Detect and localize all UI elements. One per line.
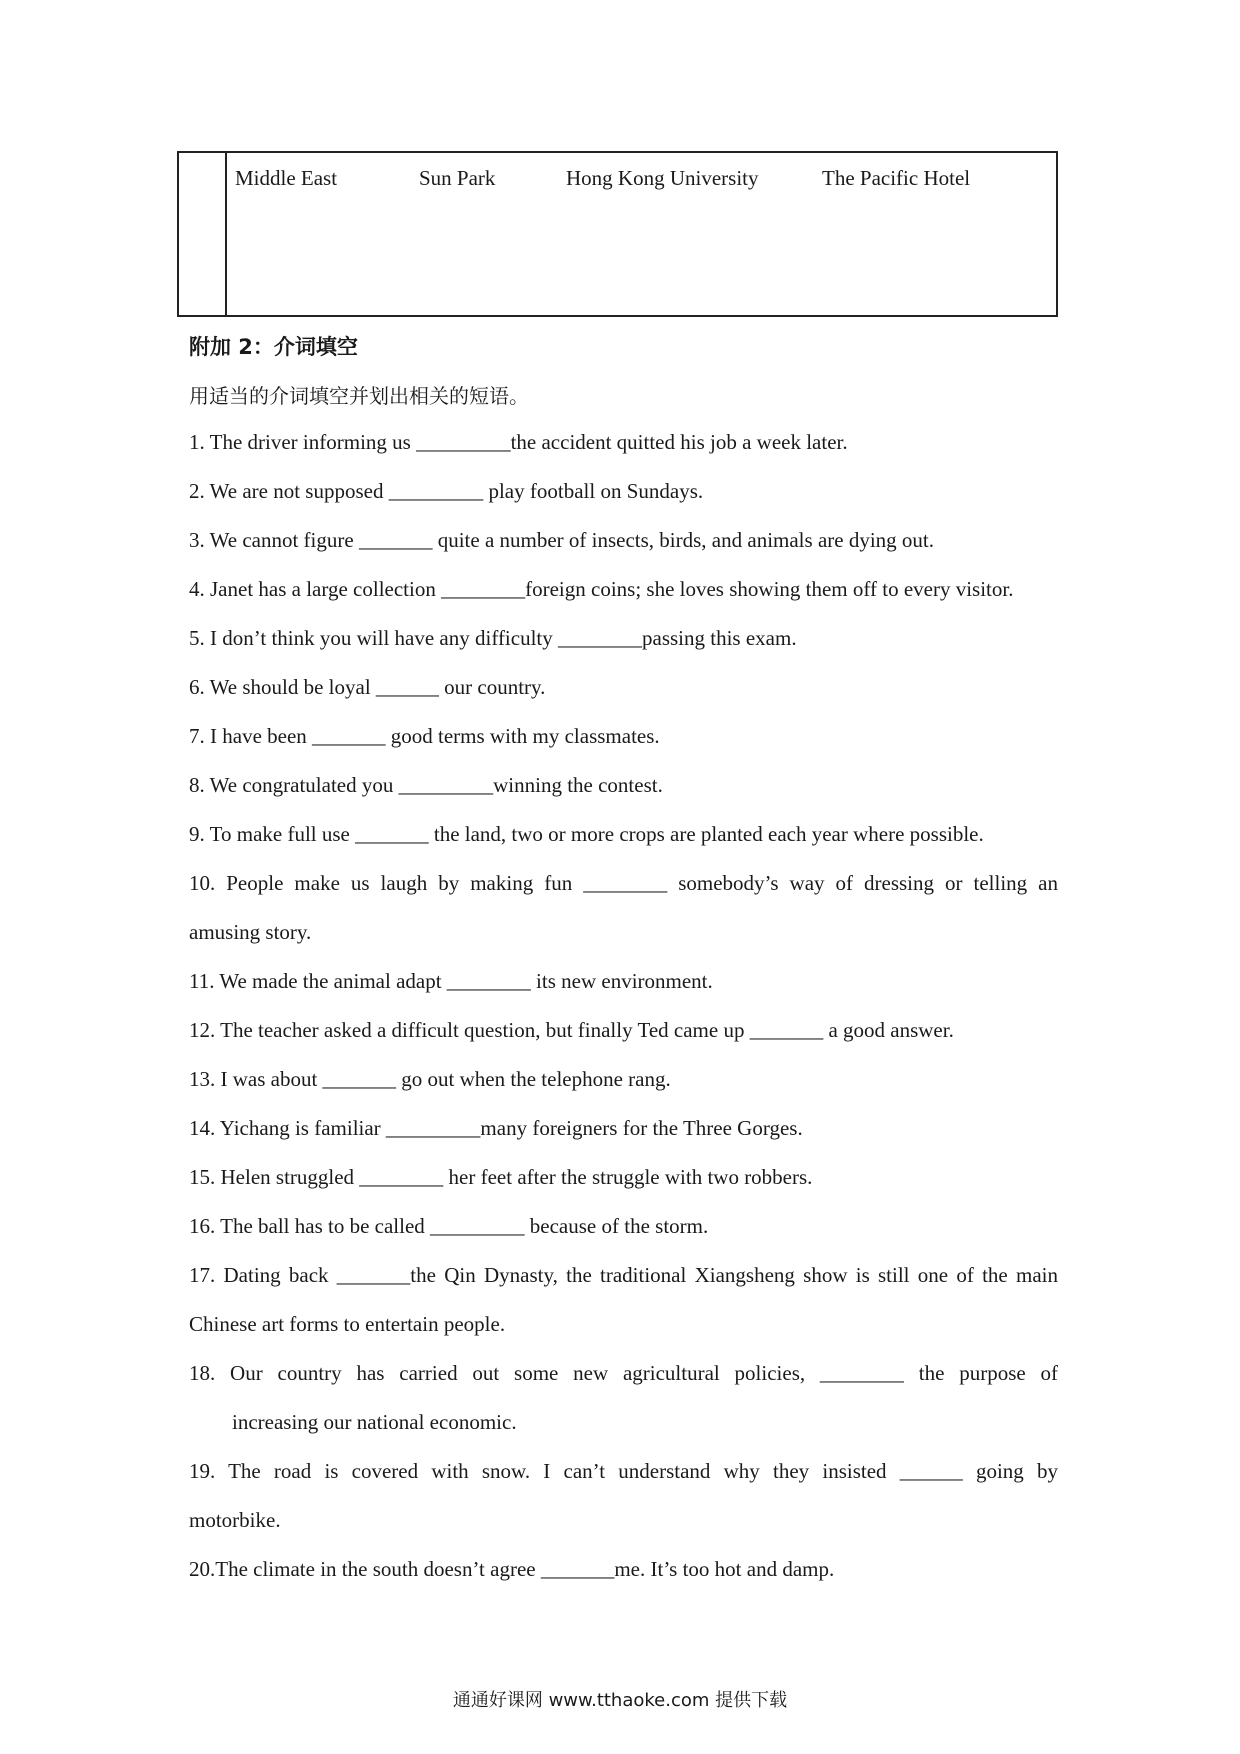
- question-13: 13. I was about _______ go out when the telephone rang.: [189, 1067, 671, 1091]
- question-10: 10. People make us laugh by making fun ________ somebody’s way of dressing or telling an: [189, 871, 1058, 895]
- question-5: 5. I don’t think you will have any difficulty ________passing this exam.: [189, 626, 797, 650]
- question-9: 9. To make full use _______ the land, two or more crops are planted each year where possible.: [189, 822, 984, 846]
- question-18-cont: increasing our national economic.: [232, 1410, 517, 1434]
- place-hong-kong-university: Hong Kong University: [566, 166, 759, 190]
- question-17: 17. Dating back _______the Qin Dynasty, the traditional Xiangsheng show is still one of the main: [189, 1263, 1058, 1287]
- places-table: [177, 151, 1058, 317]
- question-12: 12. The teacher asked a difficult question, but finally Ted came up _______ a good answer.: [189, 1018, 954, 1042]
- question-8: 8. We congratulated you _________winning the contest.: [189, 773, 663, 797]
- question-14: 14. Yichang is familiar _________many foreigners for the Three Gorges.: [189, 1116, 803, 1140]
- question-7: 7. I have been _______ good terms with my classmates.: [189, 724, 660, 748]
- question-19-cont: motorbike.: [189, 1508, 281, 1532]
- question-17-cont: Chinese art forms to entertain people.: [189, 1312, 506, 1336]
- question-20: 20.The climate in the south doesn’t agree _______me. It’s too hot and damp.: [189, 1557, 835, 1581]
- question-16: 16. The ball has to be called _________ because of the storm.: [189, 1214, 709, 1238]
- question-3: 3. We cannot figure _______ quite a number of insects, birds, and animals are dying out.: [189, 528, 934, 552]
- section-instruction: 用适当的介词填空并划出相关的短语。: [189, 384, 529, 408]
- place-pacific-hotel: The Pacific Hotel: [822, 166, 971, 190]
- question-11: 11. We made the animal adapt ________ its new environment.: [189, 969, 713, 993]
- place-sun-park: Sun Park: [419, 166, 496, 190]
- question-19: 19. The road is covered with snow. I can’t understand why they insisted ______ going by: [189, 1459, 1058, 1483]
- question-10-cont: amusing story.: [189, 920, 312, 944]
- question-15: 15. Helen struggled ________ her feet after the struggle with two robbers.: [189, 1165, 813, 1189]
- section-heading: 附加 2：介词填空: [189, 335, 358, 359]
- question-4: 4. Janet has a large collection ________foreign coins; she loves showing them off to every visitor.: [189, 577, 1014, 601]
- table-left-cell: [179, 153, 227, 315]
- question-2: 2. We are not supposed _________ play football on Sundays.: [189, 479, 704, 503]
- question-1: 1. The driver informing us _________the accident quitted his job a week later.: [189, 430, 848, 454]
- place-middle-east: Middle East: [235, 166, 338, 190]
- question-18: 18. Our country has carried out some new agricultural policies, ________ the purpose of: [189, 1361, 1058, 1385]
- footer-credit: 通通好课网 www.tthaoke.com 提供下载: [452, 1690, 788, 1711]
- question-6: 6. We should be loyal ______ our country.: [189, 675, 546, 699]
